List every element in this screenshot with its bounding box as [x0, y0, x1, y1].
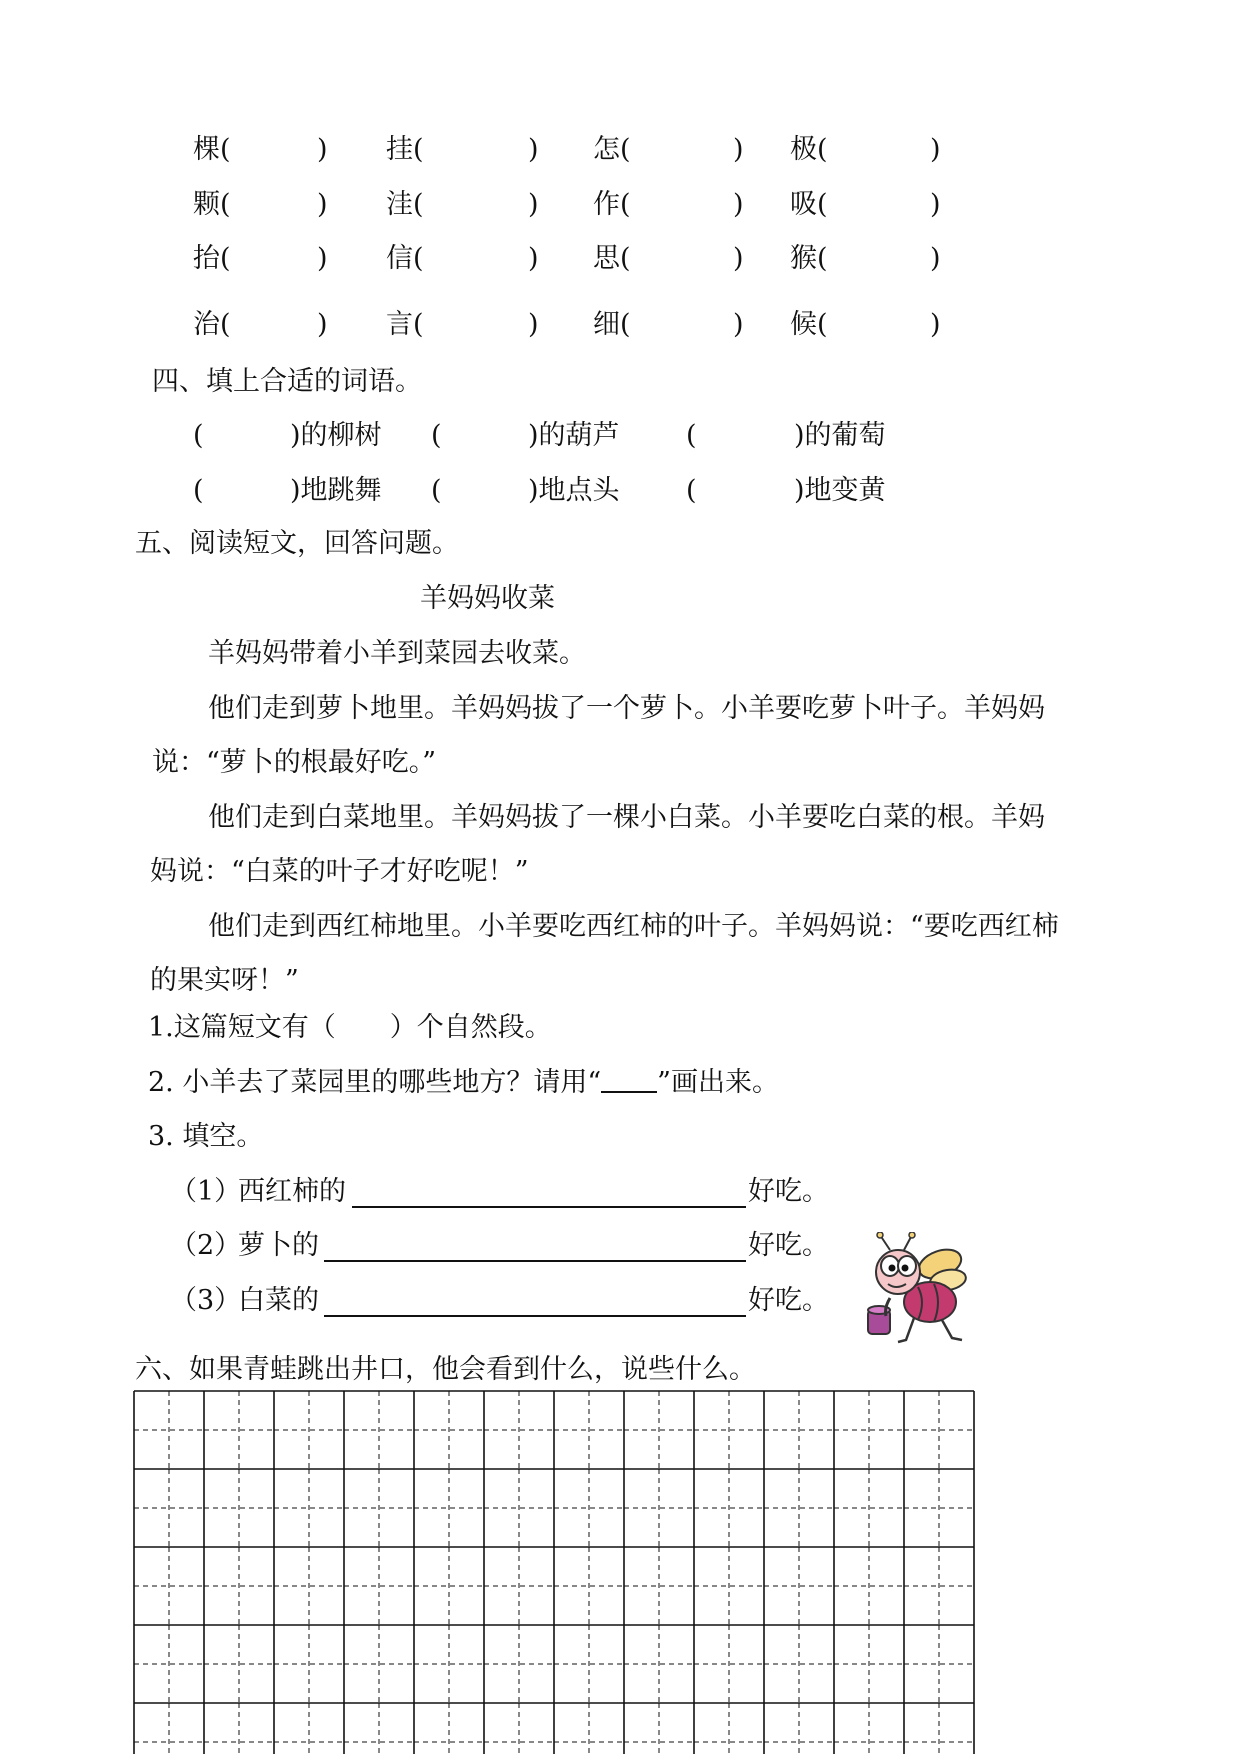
char-item	[386, 309, 424, 341]
story-paragraph-2-line-1: 他们走到萝卜地里。羊妈妈拔了一个萝卜。小羊要吃萝卜叶子。羊妈妈	[208, 693, 1045, 724]
char-item	[193, 309, 231, 341]
close-paren: )	[930, 134, 941, 165]
underline-sample	[601, 1091, 657, 1093]
char-item	[386, 189, 424, 221]
fill-answer-line[interactable]	[324, 1315, 746, 1317]
char-item	[790, 134, 828, 166]
pinyin-answer-blank[interactable]	[838, 243, 926, 275]
close-paren: )	[317, 189, 328, 220]
character: 颗	[193, 189, 220, 220]
question-3: 3. 填空。	[148, 1121, 264, 1152]
character: 思	[593, 243, 620, 274]
close-paren: )	[930, 309, 941, 340]
fill-item-prefix: 萝卜的	[238, 1230, 319, 1261]
open-paren: (	[817, 309, 828, 340]
phrase-suffix: )的葡萄	[794, 420, 886, 451]
open-paren: (	[620, 309, 631, 340]
char-item	[193, 189, 231, 221]
close-paren: )	[733, 243, 744, 274]
character: 猴	[790, 243, 817, 274]
close-paren: )	[930, 243, 941, 274]
character: 挂	[386, 134, 413, 165]
phrase-suffix: )的柳树	[290, 420, 382, 451]
pinyin-answer-blank[interactable]	[641, 134, 729, 166]
fill-item-suffix: 好吃。	[748, 1176, 829, 1207]
pinyin-answer-blank[interactable]	[241, 243, 313, 275]
close-paren: )	[317, 243, 328, 274]
question-2	[148, 1067, 779, 1099]
story-title: 羊妈妈收菜	[420, 583, 555, 614]
character: 洼	[386, 189, 413, 220]
phrase-suffix: )地点头	[528, 475, 620, 506]
section-6-heading: 六、如果青蛙跳出井口，他会看到什么，说些什么。	[135, 1354, 756, 1385]
open-paren: (	[817, 134, 828, 165]
character: 棵	[193, 134, 220, 165]
open-paren: (	[220, 134, 231, 165]
question-1-suffix: ）个自然段。	[389, 1012, 552, 1043]
pinyin-answer-blank[interactable]	[641, 243, 729, 275]
open-paren: (	[220, 309, 231, 340]
fill-answer-line[interactable]	[324, 1260, 746, 1262]
pinyin-answer-blank[interactable]	[241, 134, 313, 166]
pinyin-answer-blank[interactable]	[434, 243, 524, 275]
char-item	[790, 243, 828, 275]
open-paren: (	[620, 243, 631, 274]
character: 抬	[193, 243, 220, 274]
open-paren: (	[220, 243, 231, 274]
fill-item-prefix: 白菜的	[238, 1285, 319, 1316]
close-paren: )	[528, 243, 539, 274]
story-paragraph-3-line-2: 妈说：“白菜的叶子才好吃呢！”	[150, 856, 529, 887]
close-paren: )	[528, 189, 539, 220]
close-paren: )	[733, 189, 744, 220]
pinyin-answer-blank[interactable]	[838, 189, 926, 221]
section-4-heading: 四、填上合适的词语。	[152, 366, 422, 397]
story-paragraph-2-line-2: 说：“萝卜的根最好吃。”	[152, 747, 437, 778]
character: 作	[593, 189, 620, 220]
open-paren: (	[817, 243, 828, 274]
open-paren: (	[220, 189, 231, 220]
phrase-suffix: )地跳舞	[290, 475, 382, 506]
pinyin-answer-blank[interactable]	[241, 309, 313, 341]
phrase-suffix: )地变黄	[794, 475, 886, 506]
pinyin-answer-blank[interactable]	[838, 134, 926, 166]
phrase-answer-blank[interactable]	[207, 420, 288, 452]
char-item	[593, 243, 631, 275]
open-paren: (	[413, 309, 424, 340]
close-paren: )	[733, 309, 744, 340]
fill-item-number: （1）	[170, 1176, 242, 1207]
character: 怎	[593, 134, 620, 165]
section-5-heading: 五、阅读短文，回答问题。	[135, 528, 459, 559]
character: 细	[593, 309, 620, 340]
close-paren: )	[317, 134, 328, 165]
phrase-suffix: )的葫芦	[528, 420, 620, 451]
pinyin-answer-blank[interactable]	[434, 309, 524, 341]
pinyin-answer-blank[interactable]	[434, 134, 524, 166]
open-paren: (	[193, 420, 204, 451]
question-2-prefix: 2. 小羊去了菜园里的哪些地方？请用“	[148, 1067, 602, 1098]
bee-cartoon-icon	[860, 1232, 975, 1347]
close-paren: )	[528, 309, 539, 340]
phrase-answer-blank[interactable]	[445, 420, 526, 452]
open-paren: (	[431, 475, 442, 506]
close-paren: )	[930, 189, 941, 220]
open-paren: (	[620, 189, 631, 220]
pinyin-answer-blank[interactable]	[241, 189, 313, 221]
open-paren: (	[413, 189, 424, 220]
fill-item-number: （3）	[170, 1285, 242, 1316]
character: 吸	[790, 189, 817, 220]
char-item	[193, 134, 231, 166]
question-1-prefix: 1.这篇短文有（	[148, 1012, 336, 1043]
fill-item-suffix: 好吃。	[748, 1285, 829, 1316]
phrase-answer-blank[interactable]	[700, 475, 792, 507]
character: 信	[386, 243, 413, 274]
story-paragraph-3-line-1: 他们走到白菜地里。羊妈妈拔了一棵小白菜。小羊要吃白菜的根。羊妈	[208, 802, 1045, 833]
open-paren: (	[686, 475, 697, 506]
open-paren: (	[431, 420, 442, 451]
phrase-answer-blank[interactable]	[445, 475, 526, 507]
pinyin-answer-blank[interactable]	[641, 309, 729, 341]
char-item	[790, 309, 828, 341]
phrase-answer-blank[interactable]	[700, 420, 792, 452]
char-item	[386, 243, 424, 275]
character: 治	[193, 309, 220, 340]
pinyin-answer-blank[interactable]	[838, 309, 926, 341]
fill-item-prefix: 西红柿的	[238, 1176, 346, 1207]
story-paragraph-1: 羊妈妈带着小羊到菜园去收菜。	[208, 638, 586, 669]
close-paren: )	[528, 134, 539, 165]
open-paren: (	[413, 134, 424, 165]
pinyin-answer-blank[interactable]	[641, 189, 729, 221]
char-item	[593, 134, 631, 166]
story-paragraph-4-line-2: 的果实呀！”	[150, 965, 299, 996]
open-paren: (	[817, 189, 828, 220]
close-paren: )	[733, 134, 744, 165]
char-item	[790, 189, 828, 221]
char-item	[593, 189, 631, 221]
fill-item-number: （2）	[170, 1230, 242, 1261]
open-paren: (	[620, 134, 631, 165]
writing-grid[interactable]	[133, 1390, 975, 1754]
pinyin-answer-blank[interactable]	[434, 189, 524, 221]
question-2-suffix: ”画出来。	[657, 1067, 779, 1098]
close-paren: )	[317, 309, 328, 340]
character: 候	[790, 309, 817, 340]
char-item	[386, 134, 424, 166]
fill-item-suffix: 好吃。	[748, 1230, 829, 1261]
char-item	[593, 309, 631, 341]
character: 言	[386, 309, 413, 340]
char-item	[193, 243, 231, 275]
open-paren: (	[193, 475, 204, 506]
character: 极	[790, 134, 817, 165]
open-paren: (	[686, 420, 697, 451]
story-paragraph-4-line-1: 他们走到西红柿地里。小羊要吃西红柿的叶子。羊妈妈说：“要吃西红柿	[208, 911, 1059, 942]
fill-answer-line[interactable]	[352, 1206, 746, 1208]
phrase-answer-blank[interactable]	[207, 475, 288, 507]
question-1	[148, 1012, 552, 1044]
open-paren: (	[413, 243, 424, 274]
